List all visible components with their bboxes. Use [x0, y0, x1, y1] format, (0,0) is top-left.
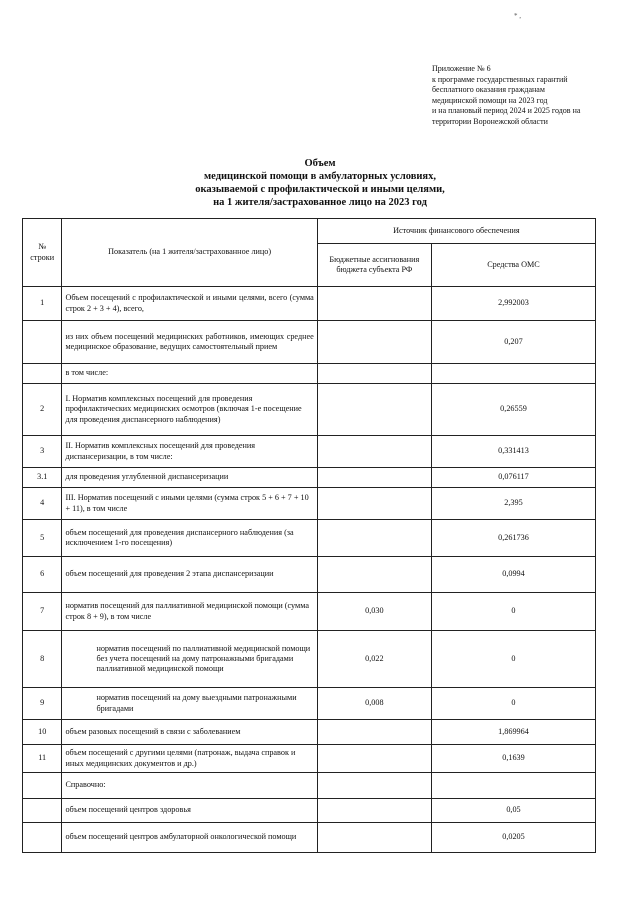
- table-row: [23, 287, 596, 321]
- table-row: [23, 773, 596, 799]
- appendix-line: медицинской помощи на 2023 год: [432, 95, 548, 105]
- table-row: [23, 593, 596, 631]
- row-oms: 0,0205: [431, 823, 595, 853]
- row-oms: 0,331413: [431, 436, 595, 468]
- table-row: [23, 688, 596, 720]
- row-indicator: III. Норматив посещений с иными целями (сумма строк 5 + 6 + 7 + 10 + 11), в том числе: [62, 488, 317, 520]
- volume-table: [22, 218, 596, 853]
- row-indicator: Справочно:: [62, 773, 317, 799]
- row-oms: 2,395: [431, 488, 595, 520]
- row-budget: 0,030: [317, 593, 431, 631]
- row-indicator: объем посещений с другими целями (патронаж, выдача справок и иных медицинских документов и др.): [62, 745, 317, 773]
- row-number: [23, 773, 62, 799]
- row-oms: 0,261736: [431, 520, 595, 557]
- table-row: [23, 799, 596, 823]
- row-budget: [317, 773, 431, 799]
- row-indicator: объем разовых посещений в связи с заболеванием: [62, 720, 317, 745]
- row-indicator: для проведения углубленной диспансеризации: [62, 468, 317, 488]
- appendix-line: бесплатного оказания гражданам: [432, 85, 545, 94]
- row-budget: [317, 745, 431, 773]
- table-row: [23, 823, 596, 853]
- row-oms: [431, 773, 595, 799]
- row-oms: 0,207: [431, 321, 595, 364]
- row-number: [23, 321, 62, 364]
- row-number: 6: [23, 557, 62, 593]
- row-number: 11: [23, 745, 62, 773]
- row-oms: 0,0994: [431, 557, 595, 593]
- row-budget: [317, 287, 431, 321]
- row-number: 7: [23, 593, 62, 631]
- row-indicator: Объем посещений с профилактической и иными целями, всего (сумма строк 2 + 3 + 4), всего,: [62, 287, 317, 321]
- header-source: Источник финансового обеспечения: [317, 219, 595, 244]
- row-number: 3.1: [23, 468, 62, 488]
- row-number: 2: [23, 384, 62, 436]
- table-row: [23, 321, 596, 364]
- row-budget: [317, 488, 431, 520]
- table-row: [23, 745, 596, 773]
- row-indicator: из них объем посещений медицинских работников, имеющих среднее медицинское образование, ведущих самостоятельный прием: [62, 321, 317, 364]
- row-number: 4: [23, 488, 62, 520]
- row-indicator: II. Норматив комплексных посещений для проведения диспансеризации, в том числе:: [62, 436, 317, 468]
- document-title: [0, 157, 640, 209]
- table-row: [23, 364, 596, 384]
- row-number: 1: [23, 287, 62, 321]
- table-row: [23, 631, 596, 688]
- row-number: [23, 799, 62, 823]
- title-line: на 1 жителя/застрахованное лицо на 2023 год: [213, 197, 427, 208]
- row-indicator: норматив посещений на дому выездными патронажными бригадами: [62, 688, 317, 720]
- row-budget: [317, 720, 431, 745]
- row-number: [23, 823, 62, 853]
- row-number: 3: [23, 436, 62, 468]
- row-indicator: объем посещений для проведения диспансерного наблюдения (за исключением 1-го посещения): [62, 520, 317, 557]
- row-indicator: I. Норматив комплексных посещений для проведения профилактических медицинских осмотров (включая 1-е посещение для проведения диспансерного наблюдения): [62, 384, 317, 436]
- appendix-line: к программе государственных гарантий: [432, 74, 568, 84]
- row-oms: 0,26559: [431, 384, 595, 436]
- row-number: 9: [23, 688, 62, 720]
- table-row: [23, 468, 596, 488]
- row-budget: 0,008: [317, 688, 431, 720]
- row-oms: 0: [431, 688, 595, 720]
- row-budget: [317, 520, 431, 557]
- row-budget: [317, 436, 431, 468]
- row-budget: [317, 384, 431, 436]
- row-indicator: норматив посещений по паллиативной медицинской помощи без учета посещений на дому патронажными бригадами паллиативной медицинской помощи: [62, 631, 317, 688]
- header-row-number: № строки: [23, 219, 62, 287]
- title-line: медицинской помощи в амбулаторных условиях,: [204, 171, 436, 182]
- row-number: 5: [23, 520, 62, 557]
- table-row: [23, 436, 596, 468]
- row-budget: [317, 321, 431, 364]
- row-oms: 2,992003: [431, 287, 595, 321]
- row-budget: [317, 557, 431, 593]
- row-budget: [317, 799, 431, 823]
- header-indicator: Показатель (на 1 жителя/застрахованное лицо): [62, 219, 317, 287]
- appendix-line: Приложение № 6: [432, 64, 491, 73]
- row-budget: [317, 468, 431, 488]
- table-row: [23, 720, 596, 745]
- row-oms: 0,076117: [431, 468, 595, 488]
- row-budget: 0,022: [317, 631, 431, 688]
- title-line: оказываемой с профилактической и иными целями,: [195, 184, 445, 195]
- corner-mark: * ,: [514, 12, 521, 20]
- row-number: [23, 364, 62, 384]
- table-row: [23, 384, 596, 436]
- row-indicator: объем посещений центров амбулаторной онкологической помощи: [62, 823, 317, 853]
- row-oms: [431, 364, 595, 384]
- row-budget: [317, 364, 431, 384]
- row-oms: 0: [431, 593, 595, 631]
- appendix-line: и на плановый период 2024 и 2025 годов на: [432, 106, 581, 115]
- table-row: [23, 557, 596, 593]
- row-indicator: в том числе:: [62, 364, 317, 384]
- appendix-note: [432, 64, 632, 127]
- row-oms: 0,1639: [431, 745, 595, 773]
- table-row: [23, 520, 596, 557]
- row-budget: [317, 823, 431, 853]
- table-row: [23, 488, 596, 520]
- appendix-line: территории Воронежской области: [432, 116, 548, 126]
- header-budget: Бюджетные ассигнования бюджета субъекта РФ: [317, 244, 431, 287]
- row-oms: 0,05: [431, 799, 595, 823]
- title-line: Объем: [304, 158, 336, 169]
- row-indicator: норматив посещений для паллиативной медицинской помощи (сумма строк 8 + 9), в том числе: [62, 593, 317, 631]
- row-indicator: объем посещений центров здоровья: [62, 799, 317, 823]
- row-oms: 0: [431, 631, 595, 688]
- row-oms: 1,869964: [431, 720, 595, 745]
- row-number: 10: [23, 720, 62, 745]
- row-indicator: объем посещений для проведения 2 этапа диспансеризации: [62, 557, 317, 593]
- header-oms: Средства ОМС: [431, 244, 595, 287]
- row-number: 8: [23, 631, 62, 688]
